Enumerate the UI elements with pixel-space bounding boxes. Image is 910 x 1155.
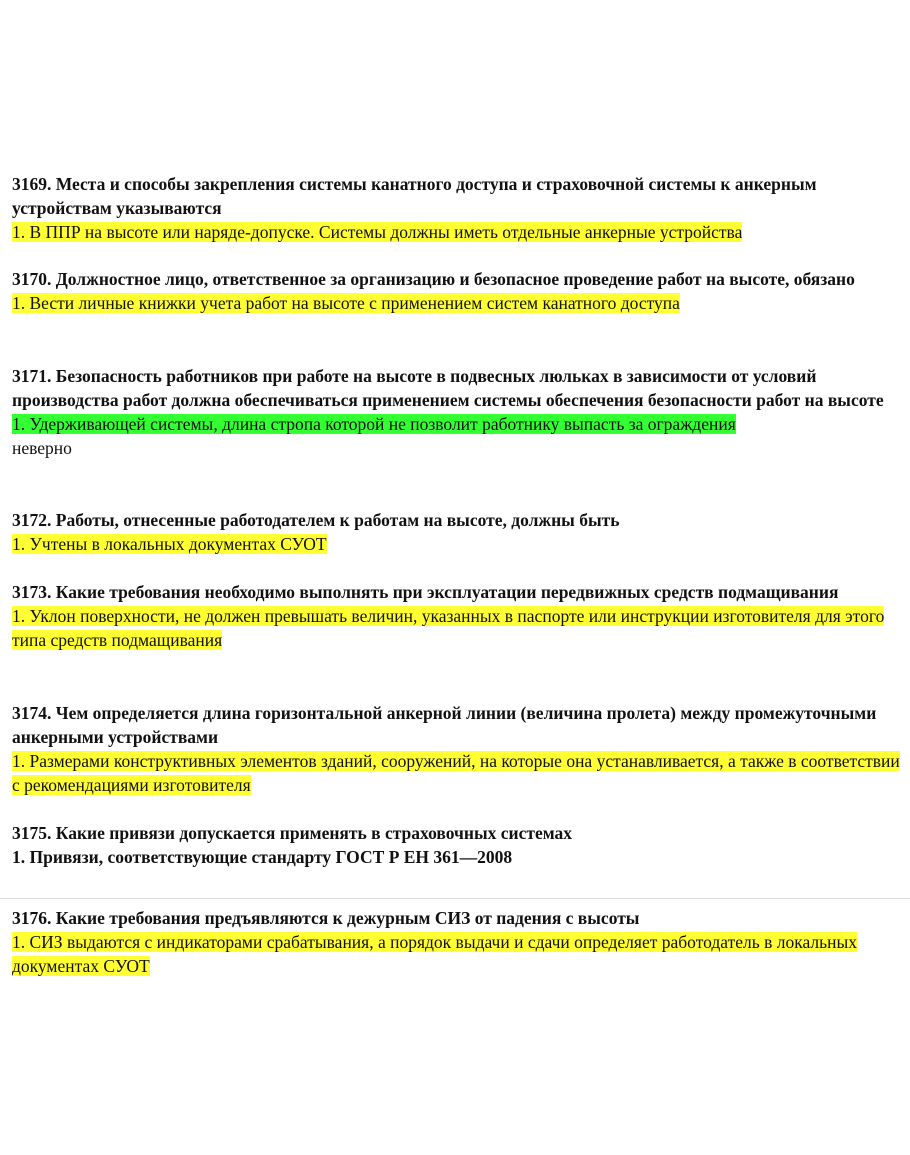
answer-text: 1. Уклон поверхности, не должен превышать величин, указанных в паспорте или инструкции изготовителя для этого типа средств подмащивания — [12, 606, 885, 650]
question-text: 3171. Безопасность работников при работе на высоте в подвесных люльках в зависимости от условий производства работ должна обеспечиваться применением системы обеспечения безопасности работ на высоте — [12, 366, 884, 410]
answer-text: 1. Вести личные книжки учета работ на высоте с применением систем канатного доступа — [12, 293, 680, 313]
section-divider — [0, 898, 910, 899]
answer-text: 1. Удерживающей системы, длина стропа которой не позволит работнику выпасть за ограждения — [12, 414, 736, 434]
question-block-3175 — [12, 821, 902, 869]
question-text: 3175. Какие привязи допускается применять в страховочных системах — [12, 823, 573, 843]
verdict-note: неверно — [12, 438, 72, 458]
answer-line — [12, 532, 902, 556]
question-text: 3170. Должностное лицо, ответственное за организацию и безопасное проведение работ на высоте, обязано — [12, 269, 855, 289]
answer-text: 1. СИЗ выдаются с индикаторами срабатывания, а порядок выдачи и сдачи определяет работодатель в локальных документах СУОТ — [12, 932, 857, 976]
question-text: 3176. Какие требования предъявляются к дежурным СИЗ от падения с высоты — [12, 908, 640, 928]
answer-line — [12, 930, 902, 978]
question-block-3169 — [12, 172, 902, 244]
question-block-3173 — [12, 580, 902, 652]
answer-text: 1. Учтены в локальных документах СУОТ — [12, 534, 327, 554]
question-block-3176 — [12, 906, 902, 978]
question-block-3172 — [12, 508, 902, 556]
question-text: 3172. Работы, отнесенные работодателем к работам на высоте, должны быть — [12, 510, 620, 530]
question-text: 3173. Какие требования необходимо выполнять при эксплуатации передвижных средств подмащивания — [12, 582, 839, 602]
answer-line — [12, 604, 902, 652]
answer-line — [12, 220, 902, 244]
answer-text: 1. Привязи, соответствующие стандарту ГОСТ Р ЕН 361—2008 — [12, 847, 513, 867]
question-text: 3169. Места и способы закрепления системы канатного доступа и страховочной системы к анкерным устройствам указываются — [12, 174, 817, 218]
question-block-3174 — [12, 701, 902, 797]
question-block-3171 — [12, 364, 902, 460]
question-text: 3174. Чем определяется длина горизонтальной анкерной линии (величина пролета) между промежуточными анкерными устройствами — [12, 703, 877, 747]
answer-line — [12, 749, 902, 797]
answer-line — [12, 291, 902, 315]
answer-text: 1. В ППР на высоте или наряде-допуске. Системы должны иметь отдельные анкерные устройства — [12, 222, 743, 242]
question-block-3170 — [12, 267, 902, 315]
answer-text: 1. Размерами конструктивных элементов зданий, сооружений, на которые она устанавливается, а также в соответствии с рекомендациями изготовителя — [12, 751, 900, 795]
answer-line — [12, 412, 902, 436]
